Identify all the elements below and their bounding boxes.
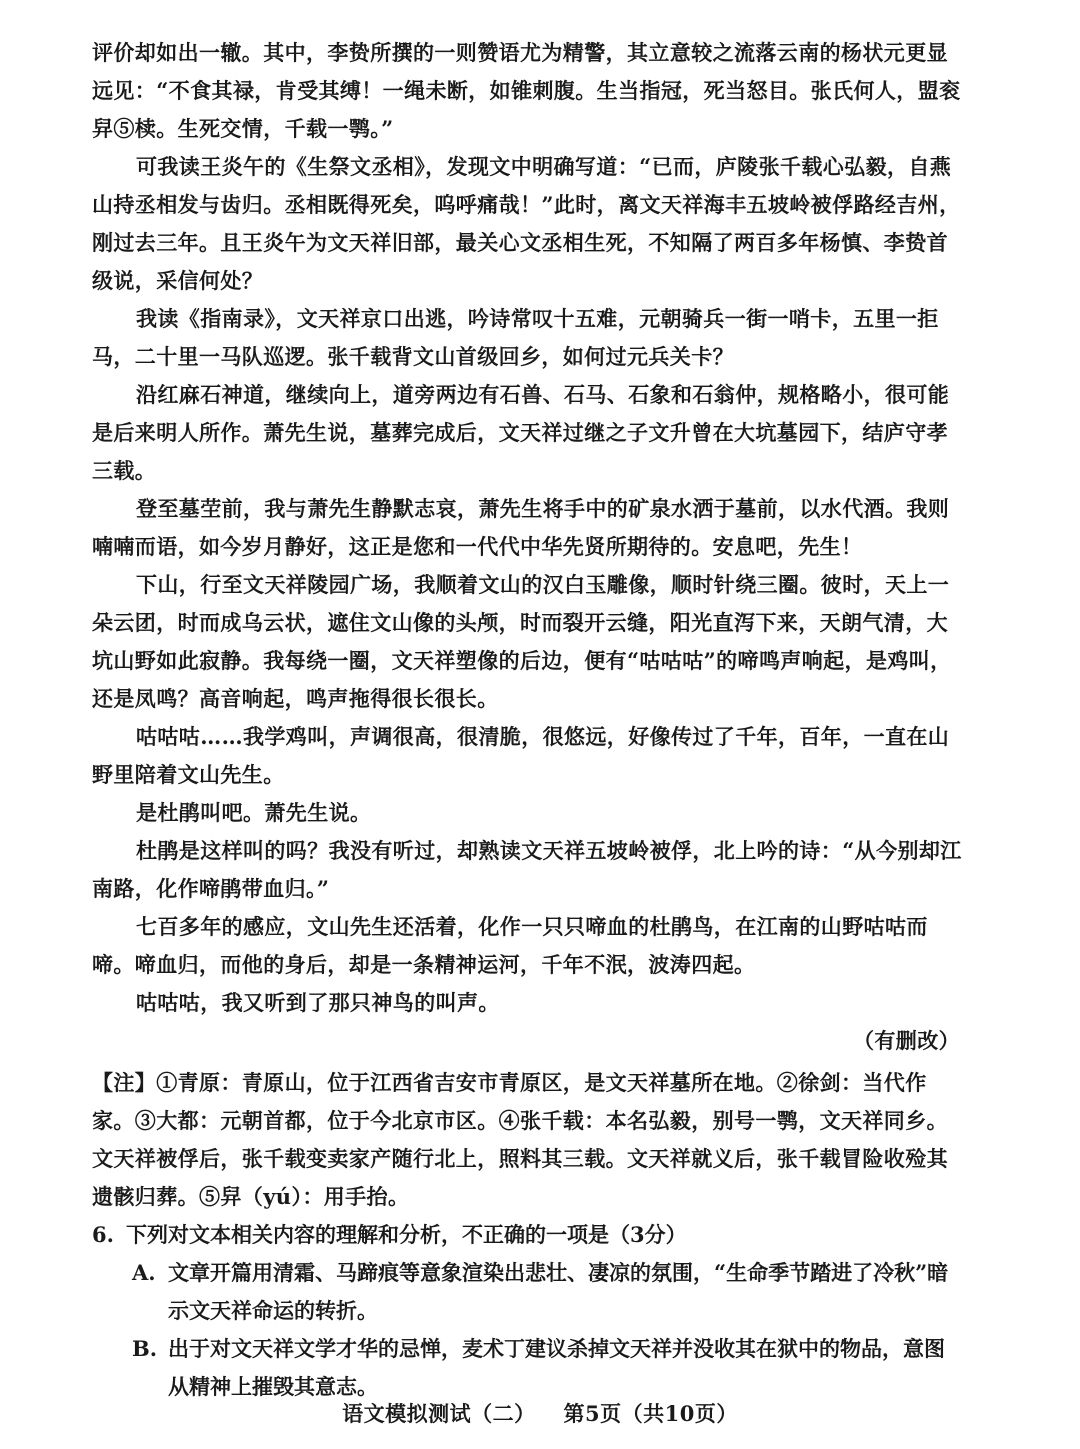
article-paragraph: 下山，行至文天祥陵园广场，我顺着文山的汉白玉雕像，顺时针绕三圈。彼时，天上一朵云团，时而成乌云状，遮住文山像的头颅，时而裂开云缝，阳光直泻下来，天朗气清，大坑山野如此寂静。我每绕一圈，文天祥塑像的后边，便有“咕咕咕”的啼鸣声响起，是鸡叫，还是凤鸣？高音响起，鸣声拖得很长很长。	[92, 572, 952, 711]
page-footer	[0, 1398, 1080, 1428]
page-number: 第5页（共10页）	[563, 1401, 738, 1426]
annotation-notes: 【注】①青原：青原山，位于江西省吉安市青原区，是文天祥墓所在地。②徐剑：当代作家。③大都：元朝首都，位于今北京市区。④张千载：本名弘毅，别号一鹗，文天祥同乡。文天祥被俘后，张千载变卖家产随行北上，照料其三载。文天祥就义后，张千载冒险收殓其遗骸归葬。⑤舁（yú）：用手抬。	[92, 1070, 948, 1209]
question-stem-line	[92, 1216, 962, 1254]
article-paragraph: 我读《指南录》，文天祥京口出逃，吟诗常叹十五难，元朝骑兵一街一哨卡，五里一拒马，二十里一马队巡逻。张千载背文山首级回乡，如何过元兵关卡？	[92, 306, 939, 369]
option-b[interactable]	[132, 1330, 962, 1406]
option-letter: A.	[132, 1260, 156, 1285]
article-body	[92, 34, 962, 1216]
article-paragraph: 是杜鹃叫吧。萧先生说。	[136, 800, 372, 825]
question-number: 6.	[92, 1222, 114, 1247]
question-6	[92, 1216, 962, 1406]
exam-name: 语文模拟测试（二）	[342, 1401, 536, 1426]
question-stem: 下列对文本相关内容的理解和分析，不正确的一项是（3分）	[126, 1222, 687, 1247]
article-paragraph: 咕咕咕，我又听到了那只神鸟的叫声。	[136, 990, 500, 1015]
option-letter: B.	[132, 1336, 158, 1361]
article-paragraph: 杜鹃是这样叫的吗？我没有听过，却熟读文天祥五坡岭被俘，北上吟的诗：“从今别却江南路，化作啼鹃带血归。”	[92, 838, 962, 901]
option-text: 文章开篇用清霜、马蹄痕等意象渲染出悲壮、凄凉的氛围，“生命季节踏进了冷秋”暗示文天祥命运的转折。	[168, 1260, 949, 1323]
article-paragraph: 咕咕咕……我学鸡叫，声调很高，很清脆，很悠远，好像传过了千年，百年，一直在山野里陪着文山先生。	[92, 724, 950, 787]
edit-note: （有删改）	[853, 1028, 960, 1053]
option-a[interactable]	[132, 1254, 962, 1330]
article-paragraph: 沿红麻石神道，继续向上，道旁两边有石兽、石马、石象和石翁仲，规格略小，很可能是后来明人所作。萧先生说，墓葬完成后，文天祥过继之子文升曾在大坑墓园下，结庐守孝三载。	[92, 382, 950, 483]
article-paragraph: 七百多年的感应，文山先生还活着，化作一只只啼血的杜鹃鸟，在江南的山野咕咕而啼。啼血归，而他的身后，却是一条精神运河，千年不泯，波涛四起。	[92, 914, 928, 977]
article-paragraph: 登至墓茔前，我与萧先生静默志哀，萧先生将手中的矿泉水洒于墓前，以水代酒。我则喃喃而语，如今岁月静好，这正是您和一代代中华先贤所期待的。安息吧，先生！	[92, 496, 950, 559]
article-paragraph: 评价却如出一辙。其中，李贽所撰的一则赞语尤为精警，其立意较之流落云南的杨状元更显远见：“不食其禄，肯受其缚！一绳未断，如锥刺腹。生当指冠，死当怒目。张氏何人，盟衮舁⑤椟。生死交情，千载一鹗。”	[92, 40, 961, 141]
option-text: 出于对文天祥文学才华的忌惮，麦术丁建议杀掉文天祥并没收其在狱中的物品，意图从精神上摧毁其意志。	[168, 1336, 945, 1399]
article-paragraph: 可我读王炎午的《生祭文丞相》，发现文中明确写道：“已而，庐陵张千载心弘毅，自燕山持丞相发与齿归。丞相既得死矣，呜呼痛哉！”此时，离文天祥海丰五坡岭被俘路经吉州，刚过去三年。且王炎午为文天祥旧部，最关心文丞相生死，不知隔了两百多年杨慎、李贽首级说，采信何处？	[92, 154, 961, 293]
